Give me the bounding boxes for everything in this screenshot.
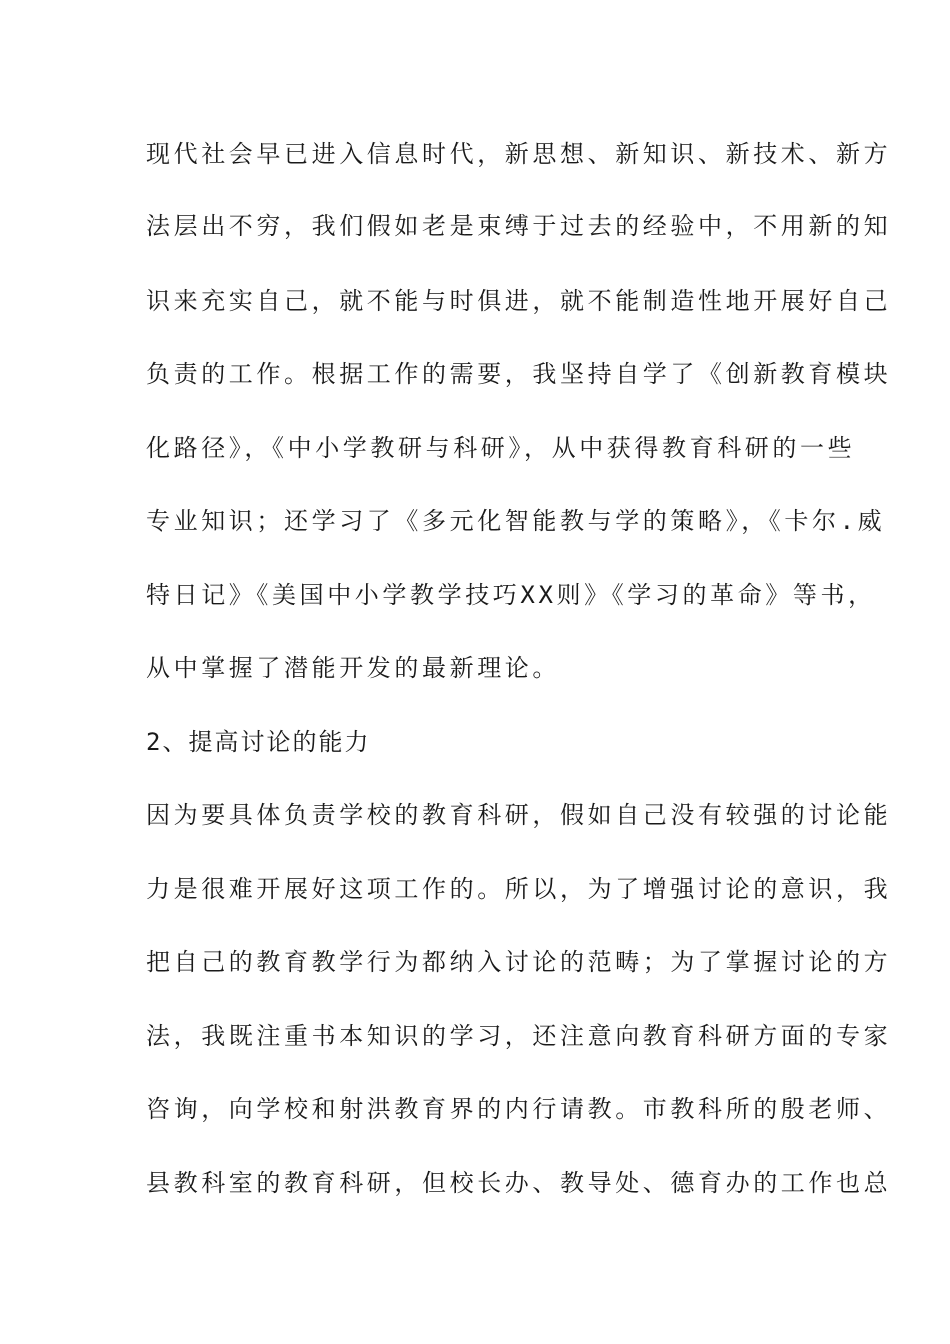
text-line: 把自己的教育教学行为都纳入讨论的范畴；为了掌握讨论的方 xyxy=(146,948,892,976)
text-line: 专业知识；还学习了《多元化智能教与学的策略》，《卡尔.威 xyxy=(146,507,886,535)
text-line: 力是很难开展好这项工作的。所以，为了增强讨论的意识，我 xyxy=(146,875,892,903)
text-line: 法层出不穷，我们假如老是束缚于过去的经验中，不用新的知 xyxy=(146,212,892,240)
section-heading: 2、提高讨论的能力 xyxy=(146,728,371,756)
text-line: 法，我既注重书本知识的学习，还注意向教育科研方面的专家 xyxy=(146,1022,892,1050)
text-line: 化路径》，《中小学教研与科研》，从中获得教育科研的一些 xyxy=(146,434,856,462)
text-line: 因为要具体负责学校的教育科研，假如自己没有较强的讨论能 xyxy=(146,801,892,829)
text-line: 从中掌握了潜能开发的最新理论。 xyxy=(146,654,560,682)
text-line: 现代社会早已进入信息时代，新思想、新知识、新技术、新方 xyxy=(146,140,892,168)
text-line: 咨询，向学校和射洪教育界的内行请教。市教科所的殷老师、 xyxy=(146,1095,892,1123)
text-line: 负责的工作。根据工作的需要，我坚持自学了《创新教育模块 xyxy=(146,360,892,388)
text-line: 特日记》《美国中小学教学技巧XX则》《学习的革命》等书， xyxy=(146,581,876,609)
text-line: 县教科室的教育科研，但校长办、教导处、德育办的工作也总 xyxy=(146,1169,892,1197)
text-line: 识来充实自己，就不能与时俱进，就不能制造性地开展好自己 xyxy=(146,287,892,315)
